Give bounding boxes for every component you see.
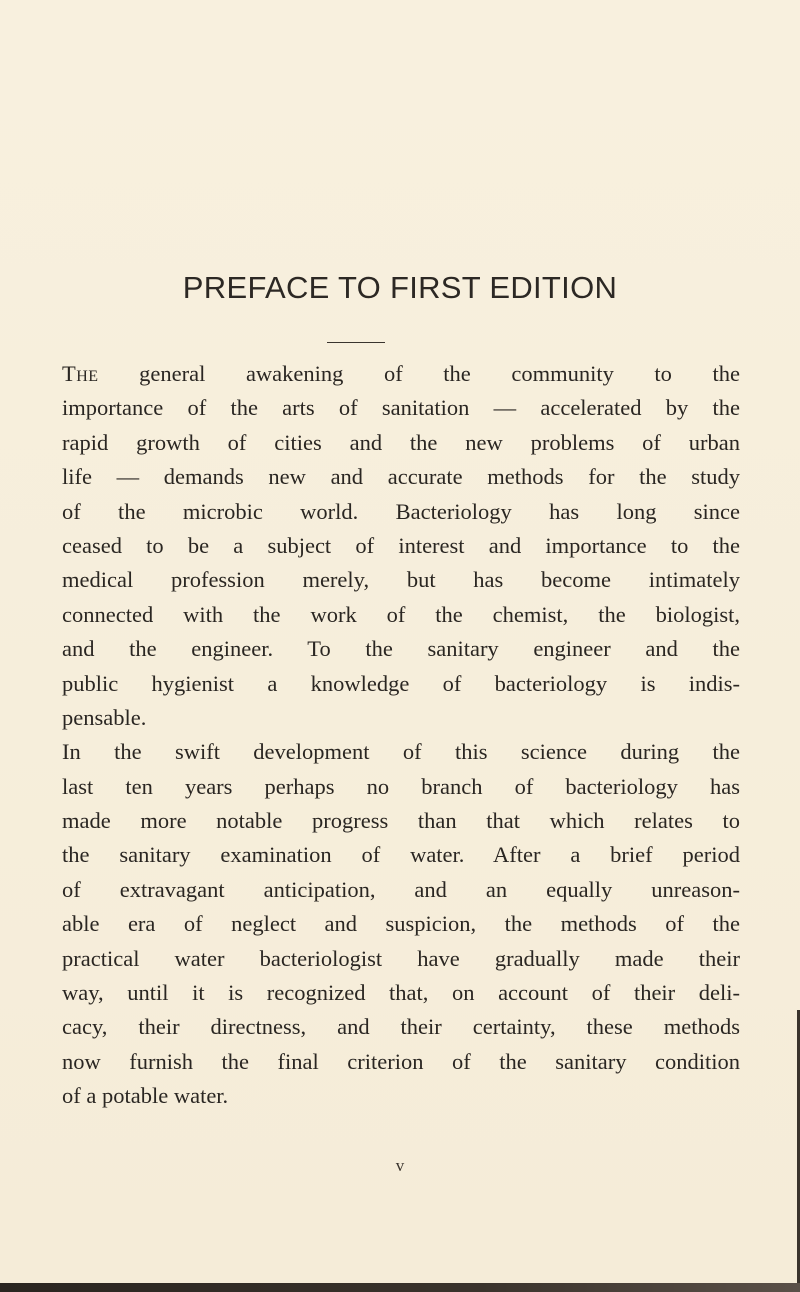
text-line: practical water bacteriologist have gradually made their — [62, 945, 740, 971]
heading-rule — [327, 342, 385, 343]
text-line: importance of the arts of sanitation — accelerated by the — [62, 395, 740, 421]
text-line: now furnish the final criterion of the sanitary condition — [62, 1048, 740, 1074]
lead-word: The — [62, 361, 99, 386]
text-line: last ten years perhaps no branch of bacteriology has — [62, 773, 740, 799]
text-line: way, until it is recognized that, on account of their deli- — [62, 980, 740, 1006]
text-fragment: general awakening of the community to the — [98, 361, 740, 386]
text-line: connected with the work of the chemist, the biologist, — [62, 601, 740, 627]
page-edge-bottom — [0, 1283, 800, 1292]
text-line: pensable. — [62, 704, 147, 730]
page-number: v — [395, 1156, 405, 1175]
text-line: able era of neglect and suspicion, the methods of the — [62, 911, 740, 937]
text-line: made more notable progress than that which relates to — [62, 808, 740, 834]
text-line: medical profession merely, but has become intimately — [62, 567, 740, 593]
preface-body — [62, 357, 740, 1114]
text-line: In the swift development of this science during the — [62, 739, 740, 765]
text-line — [62, 357, 740, 391]
text-line: of the microbic world. Bacteriology has long since — [62, 498, 740, 524]
text-line: and the engineer. To the sanitary engineer and the — [62, 636, 740, 662]
text-line: life — demands new and accurate methods for the study — [62, 464, 740, 490]
text-line: of extravagant anticipation, and an equally unreason- — [62, 876, 740, 902]
text-line: ceased to be a subject of interest and importance to the — [62, 532, 740, 558]
text-line: public hygienist a knowledge of bacteriology is indis- — [62, 670, 740, 696]
page-heading: PREFACE TO FIRST EDITION — [182, 270, 618, 305]
text-line: rapid growth of cities and the new problems of urban — [62, 429, 740, 455]
text-line: cacy, their directness, and their certainty, these methods — [62, 1014, 740, 1040]
text-line: the sanitary examination of water. After a brief period — [62, 842, 740, 868]
text-line: of a potable water. — [62, 1083, 229, 1109]
